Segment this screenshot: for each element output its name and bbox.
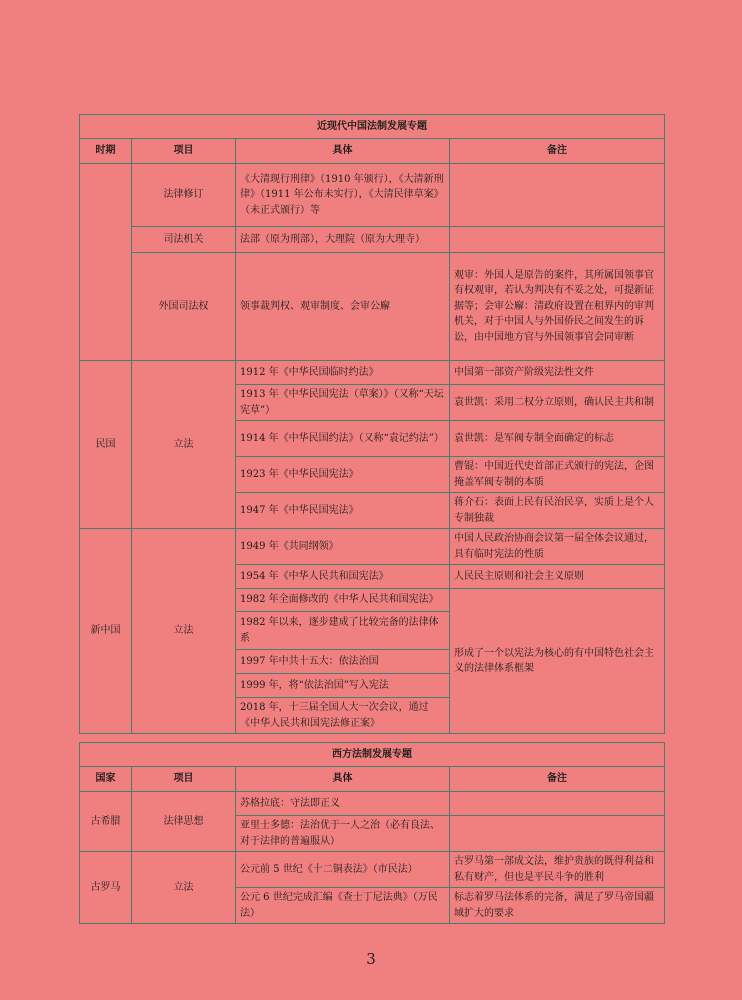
table-row	[80, 361, 665, 385]
note-cell: 袁世凯：是军阀专制全面确定的标志	[450, 421, 665, 457]
note-cell: 中国人民政治协商会议第一届全体会议通过，具有临时宪法的性质	[450, 529, 665, 565]
period-cell: 新中国	[80, 529, 132, 734]
table-row	[80, 852, 665, 888]
detail-cell: 法部（原为刑部），大理院（原为大理寺）	[236, 227, 450, 253]
detail-cell: 公元前 5 世纪《十二铜表法》（市民法）	[236, 852, 450, 888]
item-cell: 外国司法权	[132, 253, 236, 361]
column-header: 项目	[132, 139, 236, 164]
china-law-table	[79, 114, 665, 734]
column-header: 具体	[236, 767, 450, 792]
note-cell: 观审：外国人是原告的案件，其所属国领事官有权观审，若认为判决有不妥之处，可提新证据等；会审公廨：清政府设置在租界内的审判机关，对于中国人与外国侨民之间发生的诉讼，由中国地方官与外国领事官会同审断	[450, 253, 665, 361]
detail-cell: 1913 年《中华民国宪法（草案）》（又称“天坛宪草”）	[236, 385, 450, 421]
column-header: 时期	[80, 139, 132, 164]
note-cell: 形成了一个以宪法为核心的有中国特色社会主义的法律体系框架	[450, 589, 665, 734]
page-number: 3	[366, 950, 376, 968]
detail-cell: 2018 年，十三届全国人大一次会议，通过《中华人民共和国宪法修正案》	[236, 698, 450, 734]
detail-cell: 1947 年《中华民国宪法》	[236, 493, 450, 529]
note-cell: 袁世凯：采用二权分立原则，确认民主共和制	[450, 385, 665, 421]
detail-cell: 1982 年以来，逐步建成了比较完备的法律体系	[236, 612, 450, 650]
table-title-row	[80, 743, 665, 767]
column-header: 具体	[236, 139, 450, 164]
column-header: 项目	[132, 767, 236, 792]
detail-cell: 苏格拉底：守法即正义	[236, 792, 450, 816]
detail-cell: 公元 6 世纪完成汇编《查士丁尼法典》（万民法）	[236, 888, 450, 924]
note-cell: 中国第一部资产阶级宪法性文件	[450, 361, 665, 385]
item-cell: 立法	[132, 852, 236, 924]
column-header: 备注	[450, 767, 665, 792]
note-cell: 古罗马第一部成文法，维护贵族的既得利益和私有财产，但也是平民斗争的胜利	[450, 852, 665, 888]
note-cell	[450, 816, 665, 852]
detail-cell: 1914 年《中华民国约法》（又称“袁记约法”）	[236, 421, 450, 457]
note-cell: 标志着罗马法体系的完备，满足了罗马帝国疆域扩大的要求	[450, 888, 665, 924]
note-cell	[450, 792, 665, 816]
country-cell: 古罗马	[80, 852, 132, 924]
note-cell: 蒋介石：表面上民有民治民享，实质上是个人专制独裁	[450, 493, 665, 529]
table-title: 近现代中国法制发展专题	[80, 115, 665, 139]
detail-cell: 1982 年全面修改的《中华人民共和国宪法》	[236, 589, 450, 612]
west-law-table	[79, 742, 665, 924]
period-cell: 民国	[80, 361, 132, 529]
item-cell: 法律思想	[132, 792, 236, 852]
detail-cell: 1997 年中共十五大：依法治国	[236, 650, 450, 674]
table-header-row	[80, 139, 665, 164]
table-row	[80, 227, 665, 253]
table-header-row	[80, 767, 665, 792]
table-title-row	[80, 115, 665, 139]
note-cell: 人民民主原则和社会主义原则	[450, 565, 665, 589]
table-row	[80, 253, 665, 361]
detail-cell: 亚里士多德：法治优于一人之治（必有良法、对于法律的普遍服从）	[236, 816, 450, 852]
country-cell: 古希腊	[80, 792, 132, 852]
item-cell: 立法	[132, 361, 236, 529]
note-cell	[450, 227, 665, 253]
note-cell	[450, 164, 665, 227]
detail-cell: 《大清现行刑律》（1910 年颁行），《大清新刑律》（1911 年公布未实行），《大清民律草案》（未正式颁行）等	[236, 164, 450, 227]
detail-cell: 1954 年《中华人民共和国宪法》	[236, 565, 450, 589]
item-cell: 法律修订	[132, 164, 236, 227]
column-header: 备注	[450, 139, 665, 164]
detail-cell: 1923 年《中华民国宪法》	[236, 457, 450, 493]
item-cell: 司法机关	[132, 227, 236, 253]
detail-cell: 1949 年《共同纲领》	[236, 529, 450, 565]
period-cell-empty	[80, 164, 132, 361]
table-title: 西方法制发展专题	[80, 743, 665, 767]
detail-cell: 领事裁判权、观审制度、会审公廨	[236, 253, 450, 361]
item-cell: 立法	[132, 529, 236, 734]
table-row	[80, 164, 665, 227]
note-cell: 曹锟：中国近代史首部正式颁行的宪法，企图掩盖军阀专制的本质	[450, 457, 665, 493]
detail-cell: 1912 年《中华民国临时约法》	[236, 361, 450, 385]
table-row	[80, 529, 665, 565]
detail-cell: 1999 年，将“依法治国”写入宪法	[236, 674, 450, 698]
column-header: 国家	[80, 767, 132, 792]
table-row	[80, 792, 665, 816]
